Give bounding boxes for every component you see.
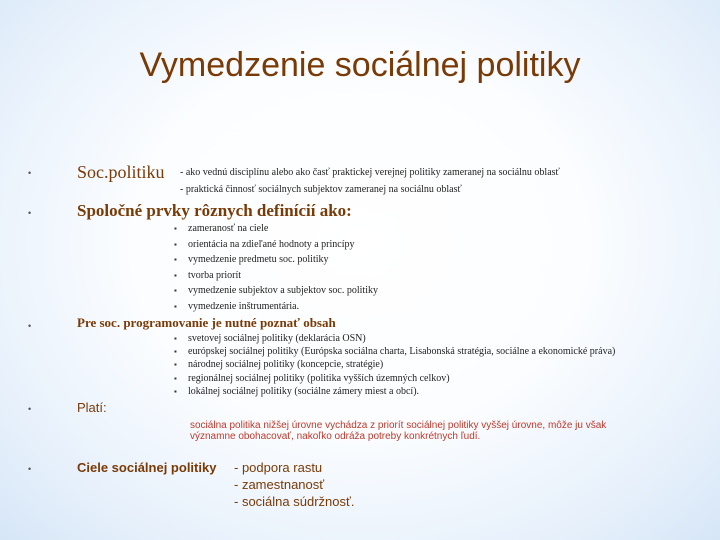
section-heading-soc-politiku: Soc.politiku [77, 162, 165, 182]
policy-levels-list [174, 332, 615, 398]
section-heading-soc-programovanie: Pre soc. programovanie je nutné poznať obsah [77, 315, 336, 330]
section-heading-spolocne-prvky: Spoločné prvky rôznych definícií ako: [77, 201, 352, 220]
goal-item: - podpora rastu [234, 460, 323, 475]
section-heading-plati: Platí: [77, 400, 107, 415]
list-item: ▪ svetovej sociálnej politiky (deklarácia OSN) [174, 332, 615, 345]
list-item: ▪ tvorba priorít [174, 268, 378, 284]
section-heading-ciele: Ciele sociálnej politiky [77, 460, 217, 475]
list-item: ▪ vymedzenie subjektov a subjektov soc. politiky [174, 283, 378, 299]
bullet-marker: • [28, 404, 32, 414]
definition-line-2: - praktická činnosť sociálnych subjektov zameranej na sociálnu oblasť [180, 184, 462, 195]
bullet-marker: • [28, 464, 32, 474]
list-item: ▪ orientácia na zdieľané hodnoty a princípy [174, 237, 378, 253]
principle-note-line-2: významne obohacovať, nakoľko odráža potreby konkrétnych ľudí. [190, 431, 481, 442]
bullet-marker: • [28, 208, 32, 218]
slide-title: Vymedzenie sociálnej politiky [139, 46, 581, 84]
list-item: ▪ národnej sociálnej politiky (koncepcie, stratégie) [174, 358, 615, 371]
definition-line-1: - ako vednú disciplínu alebo ako časť praktickej verejnej politiky zameranej na sociálnu oblasť [180, 167, 560, 178]
list-item: ▪ regionálnej sociálnej politiky (politika vyšších územných celkov) [174, 372, 615, 385]
list-item: ▪ vymedzenie predmetu soc. politiky [174, 252, 378, 268]
common-elements-list [174, 221, 378, 315]
bullet-marker: • [28, 168, 32, 178]
list-item: ▪ vymedzenie inštrumentária. [174, 299, 378, 315]
list-item: ▪ európskej sociálnej politiky (Európska sociálna charta, Lisabonská stratégia, sociálne a ekonomické práva) [174, 345, 615, 358]
bullet-marker: • [28, 321, 32, 331]
principle-note-line-1: sociálna politika nižšej úrovne vychádza z priorít sociálnej politiky vyššej úrovne, môže ju však [190, 420, 607, 431]
goal-item: - zamestnanosť [234, 477, 325, 492]
goal-item: - sociálna súdržnosť. [234, 494, 355, 509]
list-item: ▪ lokálnej sociálnej politiky (sociálne zámery miest a obcí). [174, 385, 615, 398]
list-item: ▪ zameranosť na ciele [174, 221, 378, 237]
